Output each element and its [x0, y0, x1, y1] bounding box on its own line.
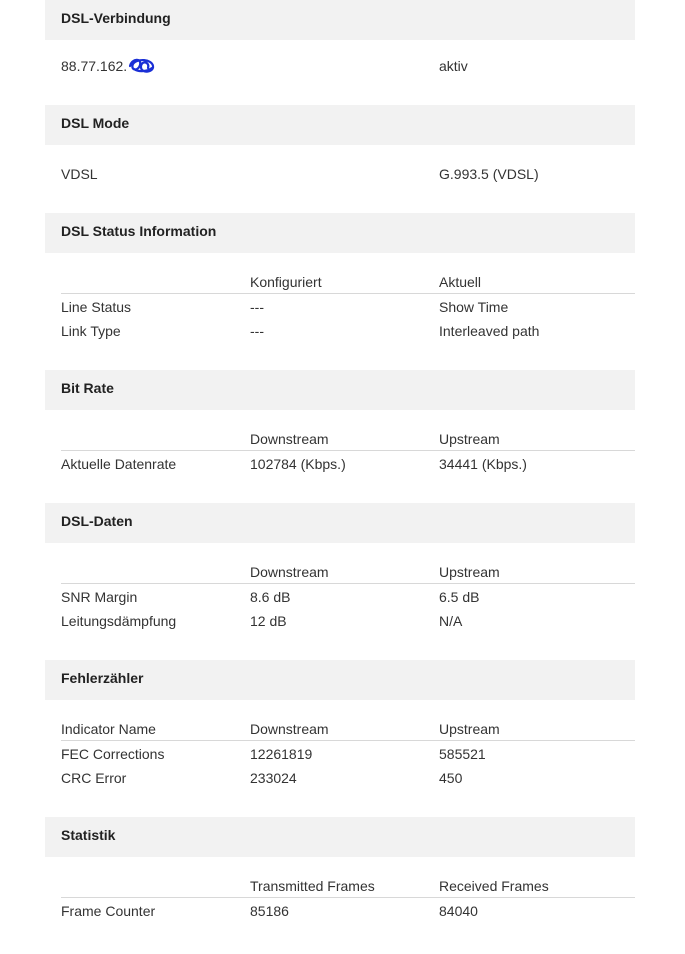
column-header: Downstream: [250, 564, 329, 580]
section-statistics-header: Statistik: [45, 817, 635, 857]
column-header: Transmitted Frames: [250, 878, 375, 894]
column-header: Konfiguriert: [250, 274, 322, 290]
section-status-info-header: DSL Status Information: [45, 213, 635, 253]
row-label: CRC Error: [61, 770, 127, 786]
connection-status: aktiv: [439, 58, 468, 74]
table-cell: 233024: [250, 770, 297, 786]
column-header: Upstream: [439, 721, 500, 737]
table-cell: 102784 (Kbps.): [250, 456, 346, 472]
row-label: FEC Corrections: [61, 746, 165, 762]
row-label: Leitungsdämpfung: [61, 613, 177, 629]
section-dsl-data-header: DSL-Daten: [45, 503, 635, 543]
table-cell: 12 dB: [250, 613, 287, 629]
row-label: Line Status: [61, 299, 132, 315]
section-error-counter-header: Fehlerzähler: [45, 660, 635, 700]
dsl-mode-value: VDSL: [61, 166, 98, 182]
column-header: Indicator Name: [61, 721, 156, 737]
header-divider: [61, 740, 635, 741]
section-dsl-mode-header: DSL Mode: [45, 105, 635, 145]
header-divider: [61, 897, 635, 898]
section-dsl-connection-header: DSL-Verbindung: [45, 0, 635, 40]
section-bit-rate-header: Bit Rate: [45, 370, 635, 410]
header-divider: [61, 450, 635, 451]
ip-address: 88.77.162.: [61, 58, 128, 74]
table-cell: ---: [250, 299, 264, 315]
table-cell: ---: [250, 323, 264, 339]
table-cell: 85186: [250, 903, 289, 919]
header-divider: [61, 293, 635, 294]
table-cell: Show Time: [439, 299, 509, 315]
table-cell: 450: [439, 770, 463, 786]
column-header: Upstream: [439, 564, 500, 580]
redaction-scribble: [128, 56, 156, 76]
table-cell: 84040: [439, 903, 478, 919]
table-cell: 12261819: [250, 746, 313, 762]
table-cell: 585521: [439, 746, 486, 762]
row-label: Link Type: [61, 323, 121, 339]
column-header: Received Frames: [439, 878, 549, 894]
table-cell: Interleaved path: [439, 323, 540, 339]
table-cell: N/A: [439, 613, 463, 629]
header-divider: [61, 583, 635, 584]
dsl-standard-value: G.993.5 (VDSL): [439, 166, 539, 182]
column-header: Downstream: [250, 431, 329, 447]
table-cell: 34441 (Kbps.): [439, 456, 527, 472]
row-label: Frame Counter: [61, 903, 156, 919]
table-cell: 6.5 dB: [439, 589, 480, 605]
column-header: Downstream: [250, 721, 329, 737]
column-header: Aktuell: [439, 274, 482, 290]
table-cell: 8.6 dB: [250, 589, 291, 605]
row-label: SNR Margin: [61, 589, 138, 605]
row-label: Aktuelle Datenrate: [61, 456, 177, 472]
column-header: Upstream: [439, 431, 500, 447]
